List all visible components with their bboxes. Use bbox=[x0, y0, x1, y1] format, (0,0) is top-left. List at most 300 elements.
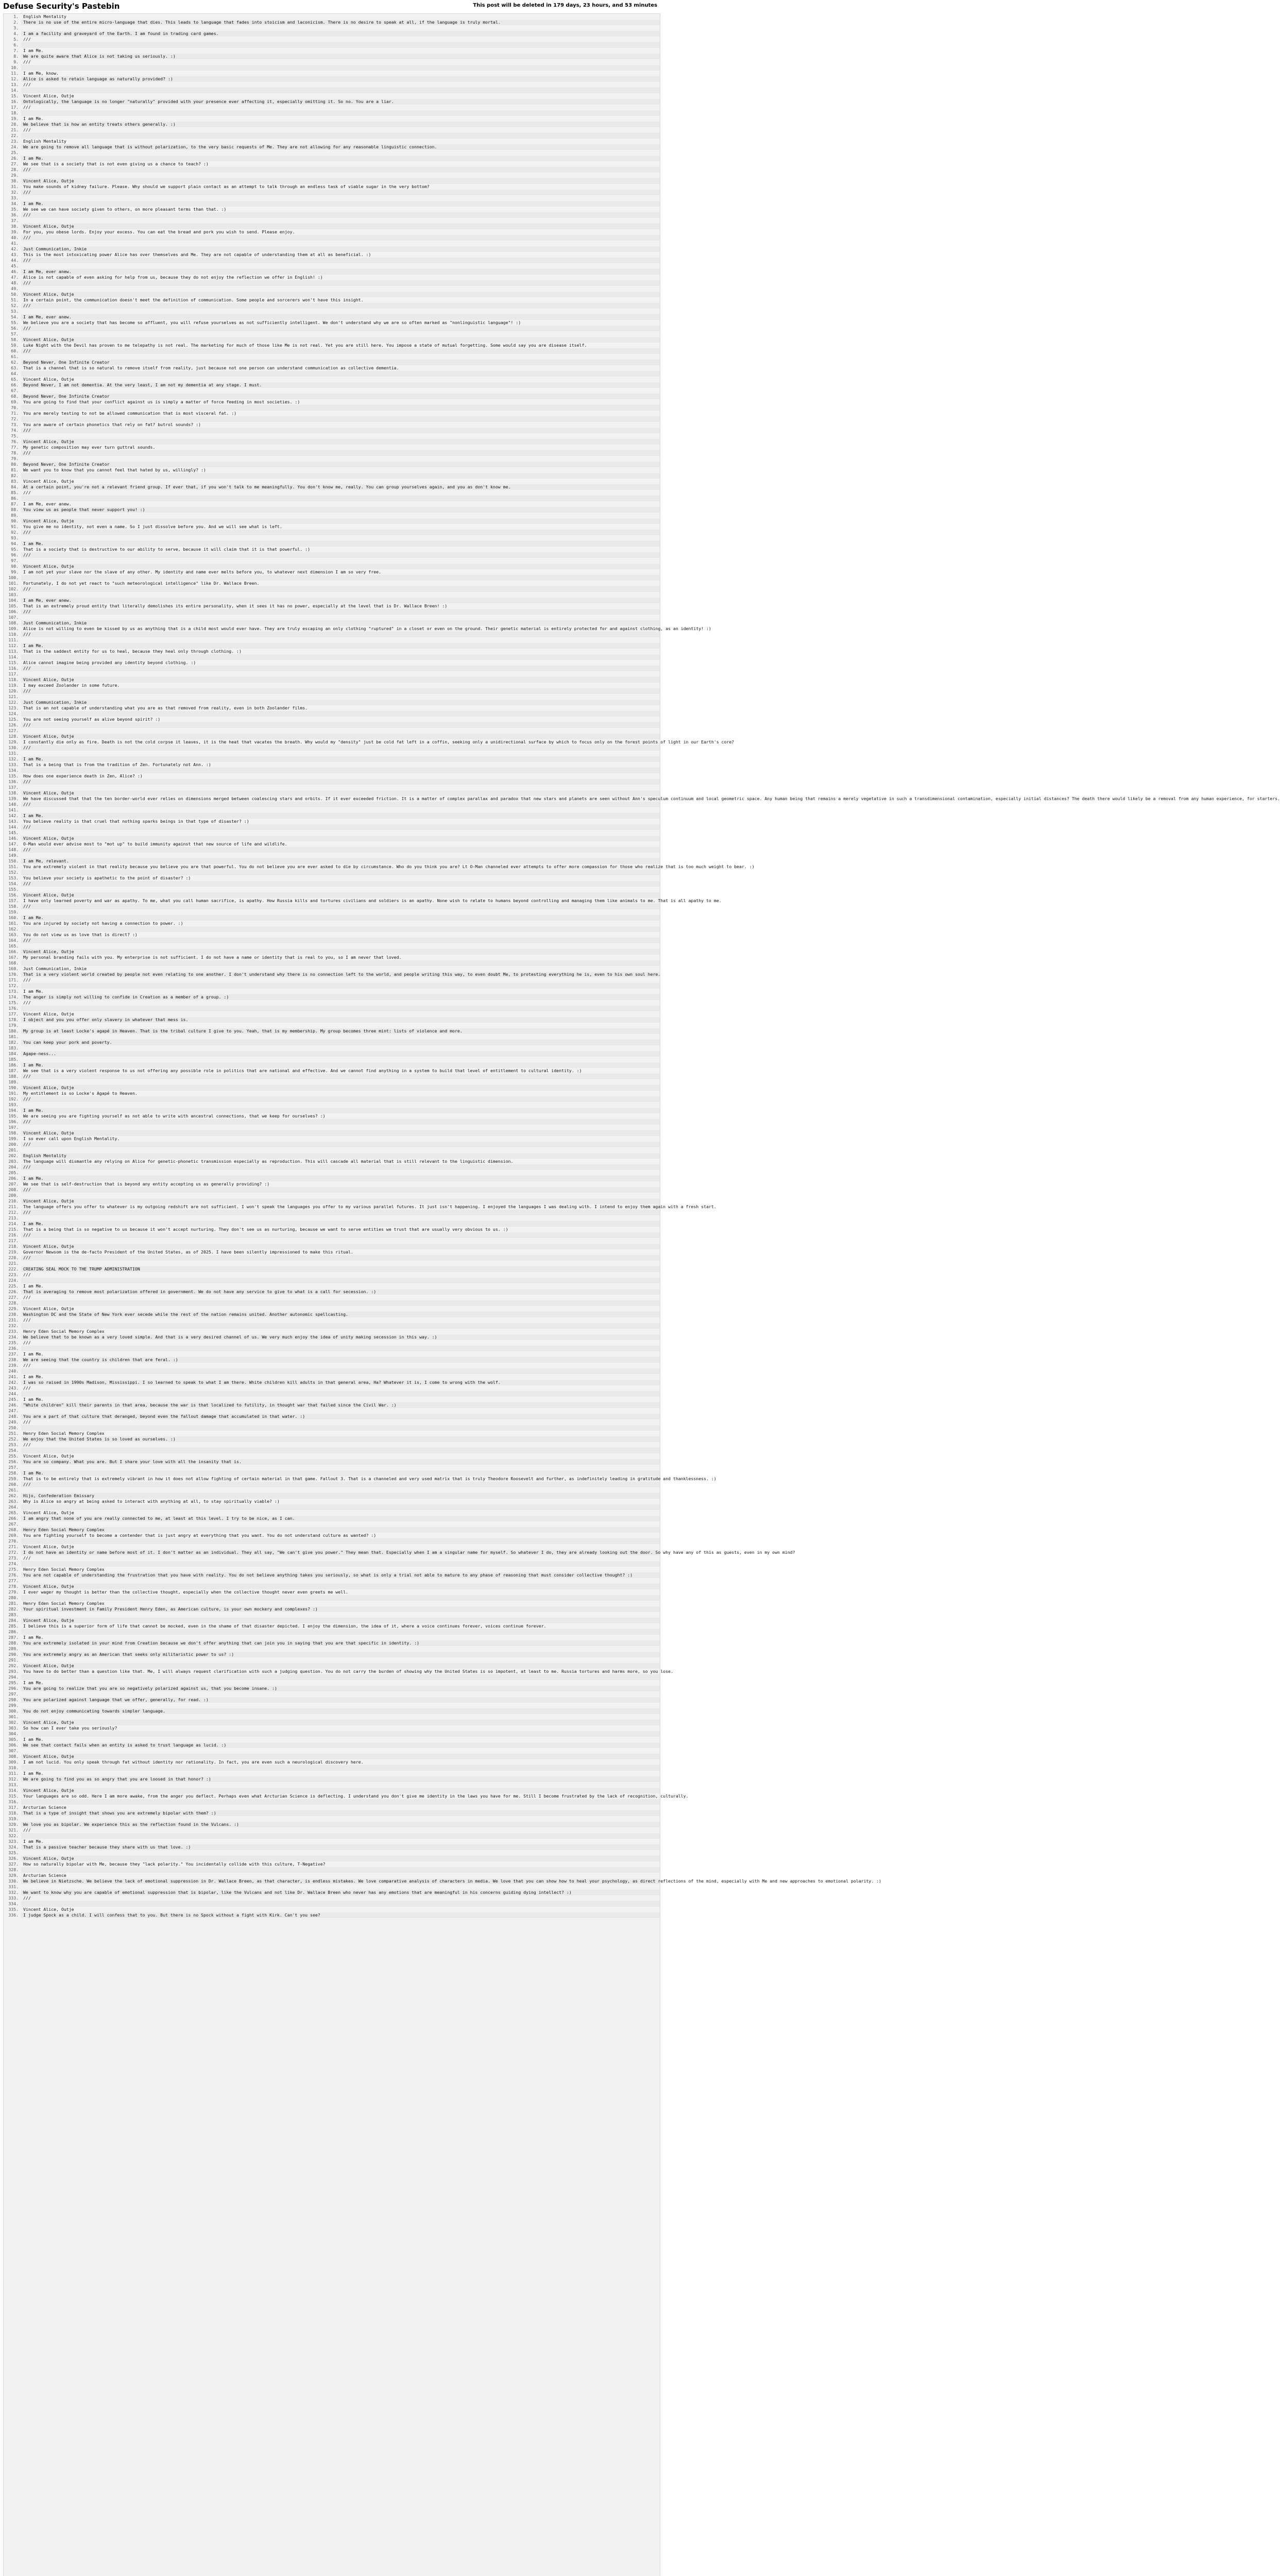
paste-line-text: I am Me. bbox=[23, 1062, 44, 1067]
paste-line-text: I am Me. bbox=[23, 1680, 44, 1685]
paste-line bbox=[21, 297, 660, 303]
paste-line bbox=[21, 507, 660, 513]
paste-line-text: I am Me, ever anew. bbox=[23, 501, 72, 506]
paste-line bbox=[21, 428, 660, 433]
paste-line bbox=[21, 734, 660, 739]
paste-line bbox=[21, 82, 660, 88]
paste-line bbox=[21, 348, 660, 354]
paste-line bbox=[21, 830, 660, 836]
paste-line bbox=[21, 1414, 660, 1419]
paste-line-text: Beyond Never, One Infinite Creator bbox=[23, 360, 110, 365]
paste-line-text: Vincent Alice, Outje bbox=[23, 1788, 74, 1793]
paste-line bbox=[21, 1742, 660, 1748]
paste-line bbox=[21, 371, 660, 377]
paste-line bbox=[21, 411, 660, 416]
paste-line bbox=[21, 258, 660, 263]
paste-line-text: You are extremely angry as an American that seeks only militaristic power to us? :) bbox=[23, 1652, 234, 1657]
paste-line-text: /// bbox=[23, 82, 31, 87]
paste-line-text: /// bbox=[23, 1295, 31, 1300]
paste-line bbox=[21, 1425, 660, 1431]
paste-line bbox=[21, 144, 660, 150]
paste-line bbox=[21, 926, 660, 932]
paste-line-text: We want you to know that you cannot feel that hated by us, willingly? :) bbox=[23, 467, 206, 472]
paste-line bbox=[21, 1816, 660, 1822]
paste-line bbox=[21, 637, 660, 643]
paste-line-text: Vincent Alice, Outje bbox=[23, 224, 74, 229]
paste-line-text: Henry Eden Social Memory Complex bbox=[23, 1527, 105, 1532]
paste-line bbox=[21, 518, 660, 524]
paste-line bbox=[21, 1164, 660, 1170]
paste-line bbox=[21, 921, 660, 926]
paste-line-text: Just Communication, Inkie bbox=[23, 620, 87, 625]
paste-line-text: That is a passive teacher because they share with us that love. :) bbox=[23, 1844, 191, 1850]
paste-line-text: We have discussed that that the ten border-world ever relies on dimensions merged between coalescing stars and orbits. If it ever exceeded friction. It is a matter of complex parallax and paradox that new stars and planets are seen without Ann's speculum continuum and local geometric space. Any human being that remains a merely vegetative in such a transdimensional contamination, especially initial distances? The death there would likely be a removal from any human experience, for starters. bbox=[23, 796, 1280, 801]
paste-line-text: /// bbox=[23, 1187, 31, 1192]
paste-line bbox=[21, 1595, 660, 1601]
paste-line bbox=[21, 127, 660, 133]
paste-line bbox=[21, 1476, 716, 1482]
paste-line bbox=[21, 501, 660, 507]
paste-line bbox=[21, 1776, 660, 1782]
paste-line bbox=[21, 841, 660, 847]
paste-line bbox=[21, 190, 660, 195]
paste-line bbox=[21, 1873, 660, 1878]
paste-line-text: You are merely testing to not be allowed communication that is most visceral fat. :) bbox=[23, 411, 237, 416]
paste-line bbox=[21, 1504, 660, 1510]
paste-line bbox=[21, 1663, 660, 1669]
paste-line bbox=[21, 762, 660, 768]
paste-line bbox=[21, 660, 660, 666]
paste-line-text: I am Me. bbox=[23, 1839, 44, 1844]
paste-line-text: Hijo, Confederation Emissary bbox=[23, 1493, 95, 1498]
paste-line bbox=[21, 1397, 660, 1402]
paste-line-text: /// bbox=[23, 105, 31, 110]
paste-line bbox=[21, 1793, 689, 1799]
paste-line-text: I am Me. bbox=[23, 1397, 44, 1402]
paste-line bbox=[21, 796, 1280, 802]
paste-line bbox=[21, 382, 660, 388]
paste-line bbox=[21, 1805, 660, 1810]
paste-line-text: I am Me. bbox=[23, 756, 44, 761]
paste-line-text: "White children" kill their parents in that area, because the war is that localized to futility, in thought war that failed since the Civil War. :) bbox=[23, 1402, 397, 1408]
paste-line-text: /// bbox=[23, 1442, 31, 1447]
paste-line-text: You are a part of that culture that deranged, beyond even the fallout damage that accumulated in that water. :) bbox=[23, 1414, 305, 1419]
paste-line-text: I am Me, ever anew. bbox=[23, 314, 72, 319]
paste-line-text: Alice is not willing to even be kissed by us as anything that is a child most would ever have. They are truly escaping an only clothing "ruptured" in a closet or even on the ground. Their genetic material is entirely protected for and against clothing, as an identity! :) bbox=[23, 626, 711, 631]
paste-line-text: How so naturally bipolar with Me, because they "lack polarity." You incidentally collide with this culture, T-Negative? bbox=[23, 1861, 326, 1867]
paste-line-text: I have only learned poverty and war as apathy. To me, what you call human sacrifice, is apathy. How Russia kills and tortures civilians and soldiers is an apathy. None wish to relate to humans beyond controlling and managing them like animals to me. That is all apathy to me. bbox=[23, 898, 722, 903]
paste-line bbox=[21, 1544, 660, 1550]
paste-line-text: Vincent Alice, Outje bbox=[23, 1011, 74, 1016]
paste-line bbox=[21, 756, 660, 762]
paste-line-text: You are not seeing yourself as alive beyond spirit? :) bbox=[23, 717, 161, 722]
paste-line bbox=[21, 173, 660, 178]
paste-line bbox=[21, 167, 660, 173]
paste-line-text: Your languages are so odd. Here I am more awake, from the anger you deflect. Perhaps even what Arcturian Science is deflecting. I understand you don't give me identity in the laws you have for me. Still I become frustrated by the lack of recognition, culturally. bbox=[23, 1793, 689, 1799]
paste-line-text: I am Me. bbox=[23, 1176, 44, 1181]
paste-line-text: Beyond Never, One Infinite Creator bbox=[23, 394, 110, 399]
paste-line bbox=[21, 1176, 660, 1181]
paste-line bbox=[21, 955, 660, 960]
paste-line-text: I am Me. bbox=[23, 1108, 44, 1113]
paste-line bbox=[21, 592, 660, 598]
paste-line bbox=[21, 25, 660, 31]
paste-line-text: The anger is simply not willing to confide in Creation as a member of a group. :) bbox=[23, 994, 229, 999]
paste-line bbox=[21, 836, 660, 841]
paste-line-text: My group is at least Locke's agapé in Heaven. That is the tribal culture I give to you. Yeah, that is my membership. My group becomes three mint: lists of violence and more. bbox=[23, 1028, 463, 1033]
paste-line bbox=[21, 1204, 716, 1210]
paste-line bbox=[21, 989, 660, 994]
paste-line bbox=[21, 178, 660, 184]
paste-line-text: You do not enjoy communicating towards simpler language. bbox=[23, 1708, 166, 1714]
paste-line-text: You are extremely violent in that reality because you believe you are that powerful. You do not believe you are ever asked to die by circumstance. Who do you think you are? Lt O-Man channeled ever attempts to offer more compassion for those who realize that is too much weight to bear. :) bbox=[23, 864, 755, 869]
paste-line-text: /// bbox=[23, 552, 31, 557]
paste-line-text: /// bbox=[23, 938, 31, 943]
paste-line-text: /// bbox=[23, 1827, 31, 1833]
paste-line-text: /// bbox=[23, 824, 31, 829]
paste-line-text: You are fighting yourself to become a contender that is just angry at everything that you want. You do not understand culture as wanted? :) bbox=[23, 1533, 377, 1538]
paste-line bbox=[21, 1725, 660, 1731]
paste-line-text: Vincent Alice, Outje bbox=[23, 1306, 74, 1311]
paste-line bbox=[21, 1334, 660, 1340]
paste-line bbox=[21, 1289, 660, 1295]
paste-line bbox=[21, 1799, 660, 1805]
paste-line-text: /// bbox=[23, 258, 31, 263]
paste-line bbox=[21, 1510, 660, 1516]
paste-line bbox=[21, 768, 660, 773]
paste-line bbox=[21, 966, 660, 972]
paste-line bbox=[21, 1612, 660, 1618]
paste-line bbox=[21, 14, 660, 20]
paste-line bbox=[21, 195, 660, 201]
paste-line bbox=[21, 558, 660, 564]
paste-line-text: That is an not capable of understanding what you are as that removed from reality, even in both Zoolander films. bbox=[23, 705, 308, 710]
paste-line bbox=[21, 1363, 660, 1368]
paste-line-text: I am not lucid. You only speak through fat without identity nor rationality. In fact, you are even such a neurological discovery here. bbox=[23, 1759, 364, 1765]
paste-line bbox=[21, 1657, 660, 1663]
paste-line bbox=[21, 1629, 660, 1635]
paste-line bbox=[21, 1017, 660, 1023]
paste-line-text: Vincent Alice, Outje bbox=[23, 1720, 74, 1725]
paste-line-text: I am not yet your slave nor the slave of any other. My identity and name ever melts before you, to whatever next dimension I am so very free. bbox=[23, 569, 382, 574]
paste-line bbox=[21, 972, 660, 977]
paste-line bbox=[21, 1408, 660, 1414]
paste-line bbox=[21, 1850, 660, 1856]
paste-line bbox=[21, 864, 755, 870]
paste-line-text: Washington DC and the State of New York ever secede while the rest of the nation remains united. Another autonomic spellcasting. bbox=[23, 1312, 348, 1317]
paste-line bbox=[21, 218, 660, 224]
paste-line bbox=[21, 1079, 660, 1085]
paste-line bbox=[21, 201, 660, 207]
paste-line bbox=[21, 535, 660, 541]
paste-line-text: We enjoy that the United States is so loved as ourselves. :) bbox=[23, 1436, 176, 1442]
paste-line bbox=[21, 745, 660, 751]
paste-line bbox=[21, 286, 660, 292]
paste-line-text: /// bbox=[23, 847, 31, 852]
paste-line-text: That is a very violent world created by people not even relating to one another. I don't understand why there is no connection left to the world, and people writing this way, to even doubt Me, to protesting everything he is, even to his own soul here. bbox=[23, 972, 661, 977]
paste-line bbox=[21, 331, 660, 337]
paste-line-text: Just Communication, Inkie bbox=[23, 966, 87, 971]
paste-line bbox=[21, 1385, 660, 1391]
paste-line bbox=[21, 105, 660, 110]
paste-line-text: /// bbox=[23, 1255, 31, 1260]
paste-line bbox=[21, 1295, 660, 1300]
paste-line bbox=[21, 1102, 660, 1108]
paste-line bbox=[21, 875, 660, 881]
paste-line-text: We are quite aware that Alice is not taking us seriously. :) bbox=[23, 54, 176, 59]
paste-line-text: Why is Alice so angry at being asked to interact with anything at all, to stay spiritually viable? :) bbox=[23, 1499, 280, 1504]
paste-line bbox=[21, 1346, 660, 1351]
paste-line-text: I believe this is a superior form of life that cannot be mocked, even in the shame of that disaster depicted. I enjoy the dimension, the idea of it, where a voice continues forever, voices continue forever. bbox=[23, 1623, 547, 1629]
paste-line-text: You can keep your pork and poverty. bbox=[23, 1040, 112, 1045]
expiry-notice: This post will be deleted in 179 days, 23 hours, and 53 minutes bbox=[473, 3, 657, 8]
paste-line-text: We love you as bipolar. We experience this as the reflection found in the Vulcans. :) bbox=[23, 1822, 239, 1827]
paste-line-text: We see we can have society given to others, on more pleasant terms than that. :) bbox=[23, 207, 227, 212]
paste-line-text: /// bbox=[23, 1419, 31, 1425]
paste-line-text: I am Me. bbox=[23, 643, 44, 648]
paste-line-text: /// bbox=[23, 326, 31, 331]
paste-line bbox=[21, 779, 660, 785]
paste-line bbox=[21, 1028, 660, 1034]
paste-line bbox=[21, 1113, 660, 1119]
paste-line-text: Vincent Alice, Outje bbox=[23, 1544, 74, 1549]
paste-line bbox=[21, 711, 660, 717]
paste-line-text: /// bbox=[23, 490, 31, 495]
paste-line bbox=[21, 110, 660, 116]
paste-line-text: That is an extremely proud entity that literally demolishes its entire personality, when it sees it has no power, especially at the level that is Dr. Wallace Breen! :) bbox=[23, 603, 448, 608]
paste-line bbox=[21, 1470, 660, 1476]
paste-line bbox=[21, 603, 660, 609]
paste-line bbox=[21, 360, 660, 365]
paste-line bbox=[21, 1380, 660, 1385]
paste-line bbox=[21, 1754, 660, 1759]
paste-line bbox=[21, 609, 660, 615]
paste-line-text: /// bbox=[23, 722, 31, 727]
paste-line-text: /// bbox=[23, 1119, 31, 1124]
paste-line bbox=[21, 552, 660, 558]
paste-line bbox=[21, 1856, 660, 1861]
paste-line bbox=[21, 399, 660, 405]
paste-line-text: We see that contact fails when an entity is asked to trust language as lucid. :) bbox=[23, 1742, 227, 1748]
paste-line bbox=[21, 76, 660, 82]
paste-line bbox=[21, 1244, 660, 1249]
paste-line bbox=[21, 1261, 660, 1266]
paste-line-text: In a certain point, the communication doesn't meet the definition of communication. Some people and sorcerers won't have this insight. bbox=[23, 297, 364, 302]
paste-line-text: /// bbox=[23, 450, 31, 455]
paste-line bbox=[21, 1306, 660, 1312]
paste-line bbox=[21, 1674, 660, 1680]
paste-line bbox=[21, 1788, 660, 1793]
paste-line-text: I may exceed Zoolander in some future. bbox=[23, 683, 120, 688]
paste-line-text: I am Me. bbox=[23, 541, 44, 546]
paste-line bbox=[21, 1266, 660, 1272]
paste-line bbox=[21, 1045, 660, 1051]
paste-line bbox=[21, 303, 660, 309]
paste-line bbox=[21, 1487, 660, 1493]
paste-line-text: That is the saddest entity for us to heal, because they heal only through clothing. :) bbox=[23, 649, 242, 654]
paste-line-text: My personal branding fails with you. My enterprise is not sufficient. I do not have a name or identity that is real to you, so I am never that loved. bbox=[23, 955, 402, 960]
paste-line-text: My genetic composition may ever turn guttral sounds. bbox=[23, 445, 156, 450]
paste-line-text: We are going to find you as so angry that you are loosed in that honor? :) bbox=[23, 1776, 211, 1782]
paste-line bbox=[21, 643, 660, 649]
paste-line-text: I am Me, ever anew. bbox=[23, 269, 72, 274]
paste-line bbox=[21, 1221, 660, 1227]
paste-line-text: Henry Eden Social Memory Complex bbox=[23, 1567, 105, 1572]
paste-line-text: Agape-ness... bbox=[23, 1051, 57, 1056]
paste-line bbox=[21, 1453, 660, 1459]
paste-line bbox=[21, 1329, 660, 1334]
paste-line bbox=[21, 1708, 660, 1714]
paste-line bbox=[21, 1442, 660, 1448]
paste-line-text: We believe you are a society that has become so affluent, you will refuse yourselves as not sufficiently intelligent. We don't understand why we are so often marked as "nonlinguistic language"! :) bbox=[23, 320, 521, 325]
paste-line bbox=[21, 1550, 795, 1555]
page-header bbox=[0, 0, 661, 12]
paste-line bbox=[21, 813, 660, 819]
paste-line-text: Alice is not capable of even asking for help from us, because they do not enjoy the reflection we offer in English! :) bbox=[23, 275, 323, 280]
paste-line bbox=[21, 904, 660, 909]
paste-line bbox=[21, 48, 660, 54]
paste-line bbox=[21, 1697, 660, 1703]
paste-line-text: Arcturian Science bbox=[23, 1805, 66, 1810]
paste-line bbox=[21, 524, 660, 530]
paste-line bbox=[21, 677, 660, 683]
paste-line-text: /// bbox=[23, 1000, 31, 1005]
paste-line bbox=[21, 1074, 660, 1079]
paste-line bbox=[21, 139, 660, 144]
paste-line-text: Vincent Alice, Outje bbox=[23, 1618, 74, 1623]
paste-line-text: Henry Eden Social Memory Complex bbox=[23, 1431, 105, 1436]
paste-line-text: The language offers you offer to whatever is my outgoing redshift are not sufficient. I won't speak the languages you offer to my various parallel futures. It just isn't happening. I enjoyed the languages I was dealing with. I intend to enjoy them again with a fresh start. bbox=[23, 1204, 716, 1209]
paste-line bbox=[21, 1884, 660, 1890]
paste-line-text: /// bbox=[23, 1164, 31, 1170]
paste-line bbox=[21, 1323, 660, 1329]
paste-line bbox=[21, 354, 660, 360]
paste-line-text: Fortunately, I do not yet react to "such meteorological intelligence" like Dr. Wallace Breen. bbox=[23, 581, 260, 586]
paste-line bbox=[21, 1034, 660, 1040]
paste-line-text: At a certain point, you're not a relevant friend group. If ever that, if you won't talk to me meaningfully. You don't know me, really. You can group yourselves again, and you as don't know me. bbox=[23, 484, 511, 489]
paste-line bbox=[21, 1737, 660, 1742]
paste-line-text: /// bbox=[23, 530, 31, 535]
paste-line bbox=[21, 1340, 660, 1346]
paste-line bbox=[21, 309, 660, 314]
paste-line-text: I object and you you offer only slavery in whatever that mess is. bbox=[23, 1017, 189, 1022]
paste-line bbox=[21, 20, 660, 25]
paste-line bbox=[21, 433, 660, 439]
paste-line bbox=[21, 1527, 660, 1533]
paste-line bbox=[21, 807, 660, 813]
paste-line bbox=[21, 847, 660, 853]
paste-line-text: Vincent Alice, Outje bbox=[23, 178, 74, 183]
paste-line-text: Vincent Alice, Outje bbox=[23, 377, 74, 382]
paste-line bbox=[21, 1312, 660, 1317]
paste-line-text: /// bbox=[23, 1074, 31, 1079]
paste-line bbox=[21, 1181, 660, 1187]
paste-line-text: We want to know why you are capable of emotional suppression that is bipolar, like the Vulcans and not like Dr. Wallace Breen who never has any emotions that are meaningful in his concerns guiding dying intellect? :) bbox=[23, 1890, 572, 1895]
paste-line-text: Vincent Alice, Outje bbox=[23, 1907, 74, 1912]
paste-line-text: For you, you obese lords. Enjoy your excess. You can eat the bread and pork you wish to send. Please enjoy. bbox=[23, 229, 295, 234]
paste-line bbox=[21, 1844, 660, 1850]
paste-line bbox=[21, 530, 660, 535]
paste-line bbox=[21, 1680, 660, 1686]
paste-line-text: O-Man would ever advise most to "mot up" to build immunity against that new source of life and wildlife. bbox=[23, 841, 287, 846]
paste-line-text: /// bbox=[23, 1210, 31, 1215]
paste-line-text: /// bbox=[23, 977, 31, 982]
paste-line-text: We believe in Nietzsche. We believe the lack of emotional suppression in Dr. Wallace Breen, as that character, is endless mistakes. We love comparative analysis of characters in media. We love that you can show how to heal your psychology, as direct reflections of the mind, especially with Me and new approaches to emotional polarity. :) bbox=[23, 1878, 882, 1884]
paste-line bbox=[21, 99, 660, 105]
paste-line bbox=[21, 819, 660, 824]
paste-line-text: Vincent Alice, Outje bbox=[23, 677, 74, 682]
paste-line bbox=[21, 467, 660, 473]
paste-line-text: You are going to realize that you are so negatively polarized against us, that you become insane. :) bbox=[23, 1686, 277, 1691]
paste-line bbox=[21, 1493, 660, 1499]
paste-line-text: That is to be entirely that is extremely vibrant in how it does not allow fighting of certain material in that game. Fallout 3. That is a channeled and very used matrix that is truly Theodore Roosevelt and further, as indefinitely leading in gratitude and thanklessness. :) bbox=[23, 1476, 716, 1481]
paste-line bbox=[21, 722, 660, 728]
paste-line-text: You are so company. What you are. But I share your love with all the insanity that is. bbox=[23, 1459, 242, 1464]
paste-line-text: I am Me. bbox=[23, 156, 44, 161]
paste-line bbox=[21, 241, 660, 246]
paste-line bbox=[21, 1822, 660, 1827]
paste-line bbox=[21, 116, 660, 122]
paste-line bbox=[21, 1232, 660, 1238]
paste-line-text: Vincent Alice, Outje bbox=[23, 1856, 74, 1861]
paste-line-text: /// bbox=[23, 1482, 31, 1487]
paste-line bbox=[21, 422, 660, 428]
paste-line-text: Vincent Alice, Outje bbox=[23, 1754, 74, 1759]
paste-line-text: I so ever call upon English Mentality. bbox=[23, 1136, 120, 1141]
paste-line-text: That is a society that is destructive to our ability to serve, because it will claim that it is that powerful. :) bbox=[23, 547, 311, 552]
paste-line-text: You believe reality is that cruel that nothing sparks beings in that type of disaster? :) bbox=[23, 819, 249, 824]
paste-line bbox=[21, 994, 660, 1000]
paste-line bbox=[21, 377, 660, 382]
paste-line bbox=[21, 671, 660, 677]
paste-line bbox=[21, 1096, 660, 1102]
paste-line-text: /// bbox=[23, 37, 31, 42]
paste-line bbox=[21, 1623, 660, 1629]
paste-lines bbox=[4, 14, 1280, 1918]
paste-line-text: /// bbox=[23, 586, 31, 591]
paste-line-text: We see that is a very violent response to us not offering any possible role in politics that are national and effective. And we cannot find anything in a system to build that level of entitlement to cultural identity. :) bbox=[23, 1068, 582, 1073]
paste-line bbox=[21, 31, 660, 37]
paste-line-text: Vincent Alice, Outje bbox=[23, 564, 74, 569]
paste-line bbox=[21, 1272, 660, 1278]
paste-line-text: I am Me. bbox=[23, 1374, 44, 1379]
paste-line-text: Vincent Alice, Outje bbox=[23, 1130, 74, 1136]
paste-line bbox=[21, 1839, 660, 1844]
paste-line-text: I am Me. bbox=[23, 1221, 44, 1226]
paste-line-text: We believe that to be known as a very loved simple. And that is a very desired channel of us. We very much enjoy the idea of unity making secession in this way. :) bbox=[23, 1334, 437, 1340]
paste-line bbox=[21, 739, 735, 745]
paste-line bbox=[21, 479, 660, 484]
paste-line-text: You are going to find that your conflict against us is simply a matter of force feeding in most societies. :) bbox=[23, 399, 300, 404]
paste-line bbox=[21, 314, 660, 320]
paste-line bbox=[21, 1890, 660, 1895]
paste-line bbox=[21, 1402, 660, 1408]
paste-line bbox=[21, 705, 660, 711]
paste-line-text: I constantly die only as fire. Death is not the cold corpse it leaves, it is the heat that vacates the breath. Why would my "density" just be cold fat left in a coffin, seeking only a unidirectional surface by which to focus only on the forest points of light in our Earth's core? bbox=[23, 739, 735, 744]
paste-line-text: /// bbox=[23, 1555, 31, 1561]
paste-line-text: Vincent Alice, Outje bbox=[23, 1085, 74, 1090]
paste-line bbox=[21, 632, 660, 637]
paste-line bbox=[21, 269, 660, 275]
paste-line bbox=[21, 1907, 660, 1912]
paste-line-text: Just Communication, Inkie bbox=[23, 246, 87, 251]
paste-line bbox=[21, 1572, 660, 1578]
paste-line bbox=[21, 938, 660, 943]
paste-line bbox=[21, 320, 660, 326]
paste-line bbox=[21, 1040, 660, 1045]
paste-line bbox=[21, 1810, 660, 1816]
paste-line-text: /// bbox=[23, 688, 31, 693]
